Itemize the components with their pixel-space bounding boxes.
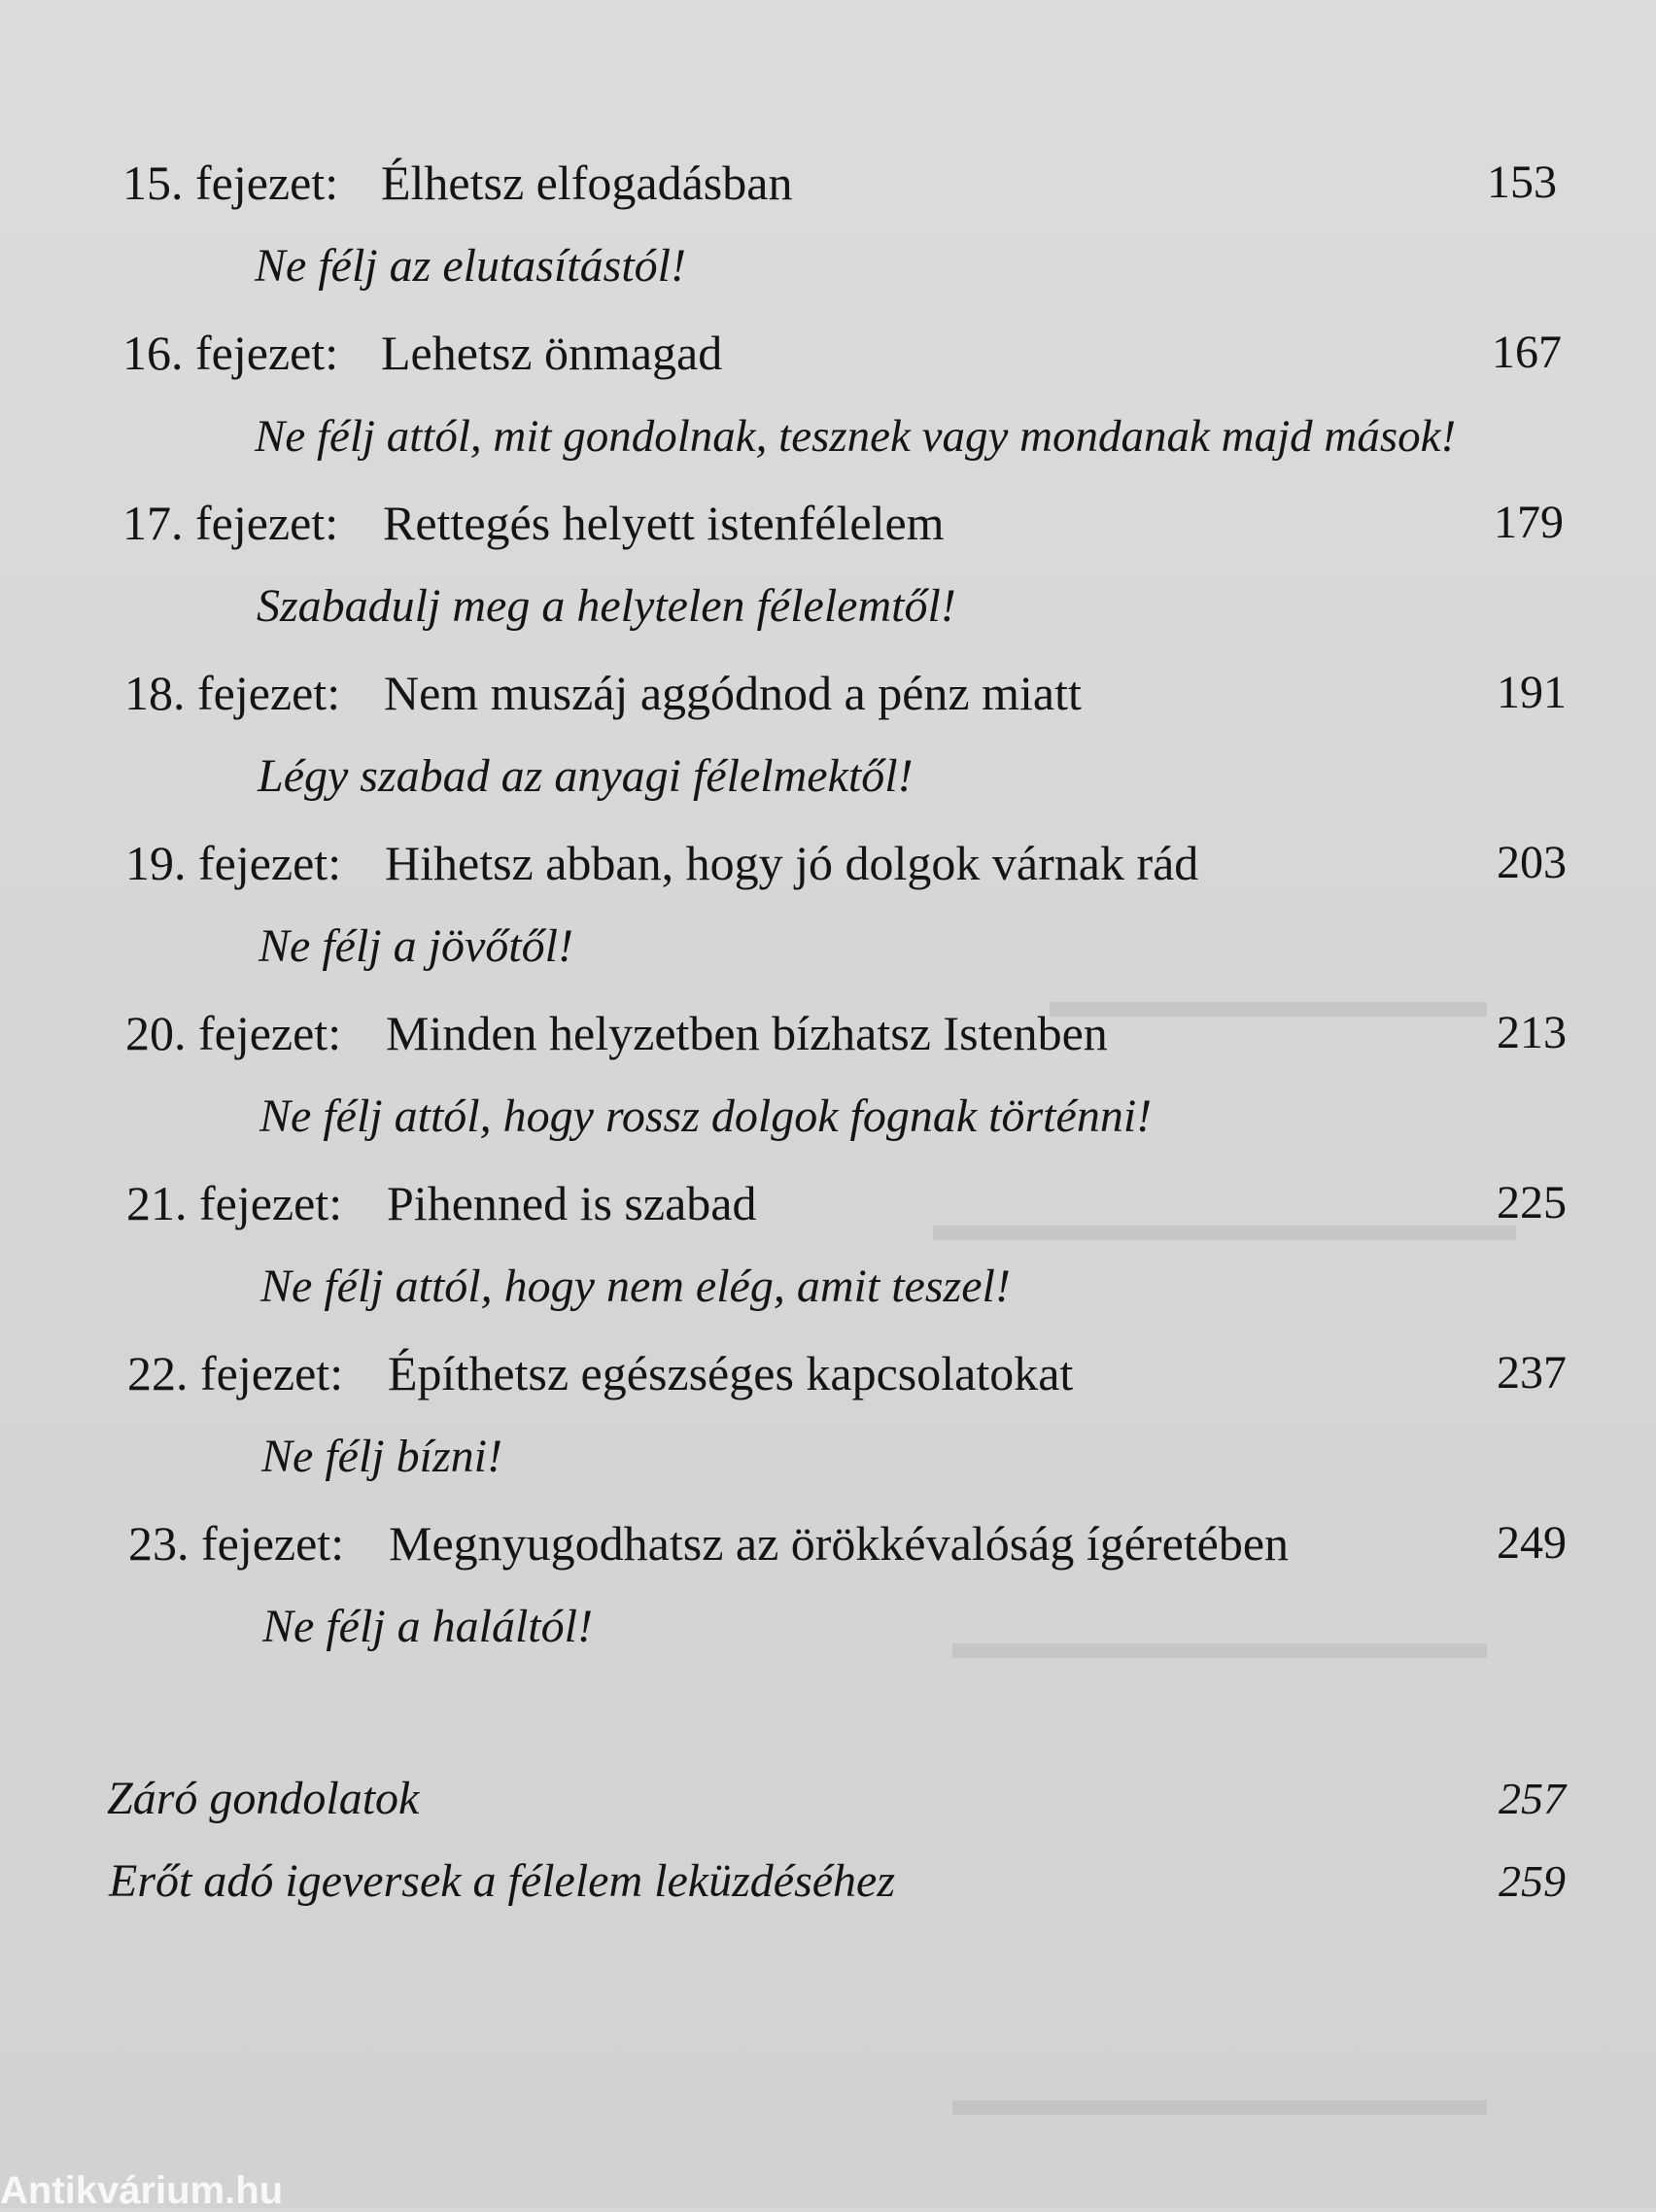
chapter-page-number: 249 bbox=[1497, 1517, 1567, 1569]
chapter-title: Nem muszáj aggódnod a pénz miatt bbox=[384, 666, 1082, 720]
chapter-number: 22. fejezet: bbox=[127, 1346, 344, 1400]
toc-entry-closing-thoughts bbox=[107, 1770, 1565, 1838]
back-matter-page-number: 259 bbox=[1499, 1856, 1566, 1906]
chapter-subtitle: Ne félj attól, hogy rossz dolgok fognak történni! bbox=[259, 1090, 1153, 1142]
chapter-title: Élhetsz elfogadásban bbox=[381, 156, 793, 210]
show-through-text: ▬▬▬▬▬▬▬▬▬▬▬ bbox=[952, 2071, 1487, 2126]
toc-entry-chapter-21 bbox=[122, 1174, 1567, 1312]
chapter-subtitle: Ne félj attól, hogy nem elég, amit teszel! bbox=[260, 1261, 1011, 1312]
toc-entry-chapter-20 bbox=[122, 1004, 1567, 1142]
chapter-page-number: 191 bbox=[1497, 667, 1567, 718]
chapter-number: 20. fejezet: bbox=[125, 1006, 342, 1060]
back-matter-title: Erőt adó igeversek a félelem leküzdéséhez bbox=[109, 1855, 896, 1907]
back-matter-page-number: 257 bbox=[1499, 1774, 1566, 1823]
chapter-number: 21. fejezet: bbox=[126, 1176, 343, 1230]
chapter-page-number: 213 bbox=[1497, 1007, 1567, 1058]
show-through-text: ▬▬▬▬▬▬▬▬▬▬▬ bbox=[952, 1614, 1487, 1669]
chapter-title: Lehetsz önmagad bbox=[381, 326, 723, 380]
chapter-title: Minden helyzetben bízhatsz Istenben bbox=[386, 1006, 1108, 1060]
chapter-page-number: 203 bbox=[1497, 837, 1567, 888]
chapter-page-number: 225 bbox=[1497, 1177, 1567, 1228]
chapter-page-number: 237 bbox=[1497, 1347, 1567, 1399]
chapter-title: Hihetsz abban, hogy jó dolgok várnak rád bbox=[385, 836, 1199, 890]
back-matter-title: Záró gondolatok bbox=[107, 1773, 420, 1824]
toc-entry-chapter-16 bbox=[122, 324, 1565, 462]
chapter-number: 19. fejezet: bbox=[125, 836, 342, 890]
show-through-text: ▬▬▬▬▬▬▬▬▬ bbox=[1050, 973, 1487, 1027]
toc-entry-chapter-17 bbox=[122, 494, 1565, 632]
chapter-subtitle: Ne félj bízni! bbox=[261, 1431, 502, 1482]
toc-entry-chapter-22 bbox=[122, 1344, 1567, 1482]
chapter-page-number: 179 bbox=[1494, 497, 1564, 548]
chapter-number: 18. fejezet: bbox=[124, 666, 341, 720]
chapter-number: 15. fejezet: bbox=[122, 156, 339, 210]
chapter-subtitle: Ne félj a jövőtől! bbox=[259, 920, 573, 972]
chapter-subtitle: Ne félj attól, mit gondolnak, tesznek vagy mondanak majd mások! bbox=[255, 411, 1457, 462]
watermark: Antikvárium.hu bbox=[0, 2169, 284, 2212]
chapter-subtitle: Ne félj a haláltól! bbox=[262, 1601, 593, 1652]
chapter-title: Rettegés helyett istenfélelem bbox=[383, 496, 945, 550]
chapter-subtitle: Ne félj az elutasítástól! bbox=[255, 240, 686, 292]
chapter-title: Építhetsz egészséges kapcsolatokat bbox=[388, 1346, 1074, 1400]
toc-entry-chapter-15 bbox=[122, 154, 1565, 292]
toc-entry-chapter-19 bbox=[122, 834, 1567, 972]
chapter-title: Megnyugodhatsz az örökkévalóság ígéretében bbox=[389, 1516, 1290, 1571]
chapter-subtitle: Légy szabad az anyagi félelmektől! bbox=[258, 750, 914, 802]
chapter-number: 17. fejezet: bbox=[122, 496, 339, 550]
toc-entry-chapter-23 bbox=[122, 1514, 1567, 1652]
show-through-text: ▬▬▬▬▬▬▬▬▬▬▬▬ bbox=[933, 1196, 1516, 1251]
toc-entry-scripture-verses bbox=[107, 1852, 1565, 1920]
chapter-page-number: 167 bbox=[1492, 327, 1562, 378]
toc-entry-chapter-18 bbox=[122, 664, 1567, 802]
chapter-number: 23. fejezet: bbox=[128, 1516, 345, 1571]
chapter-subtitle: Szabadulj meg a helytelen félelemtől! bbox=[257, 580, 956, 632]
chapter-number: 16. fejezet: bbox=[122, 326, 339, 380]
chapter-title: Pihenned is szabad bbox=[387, 1176, 757, 1230]
chapter-page-number: 153 bbox=[1487, 156, 1557, 208]
